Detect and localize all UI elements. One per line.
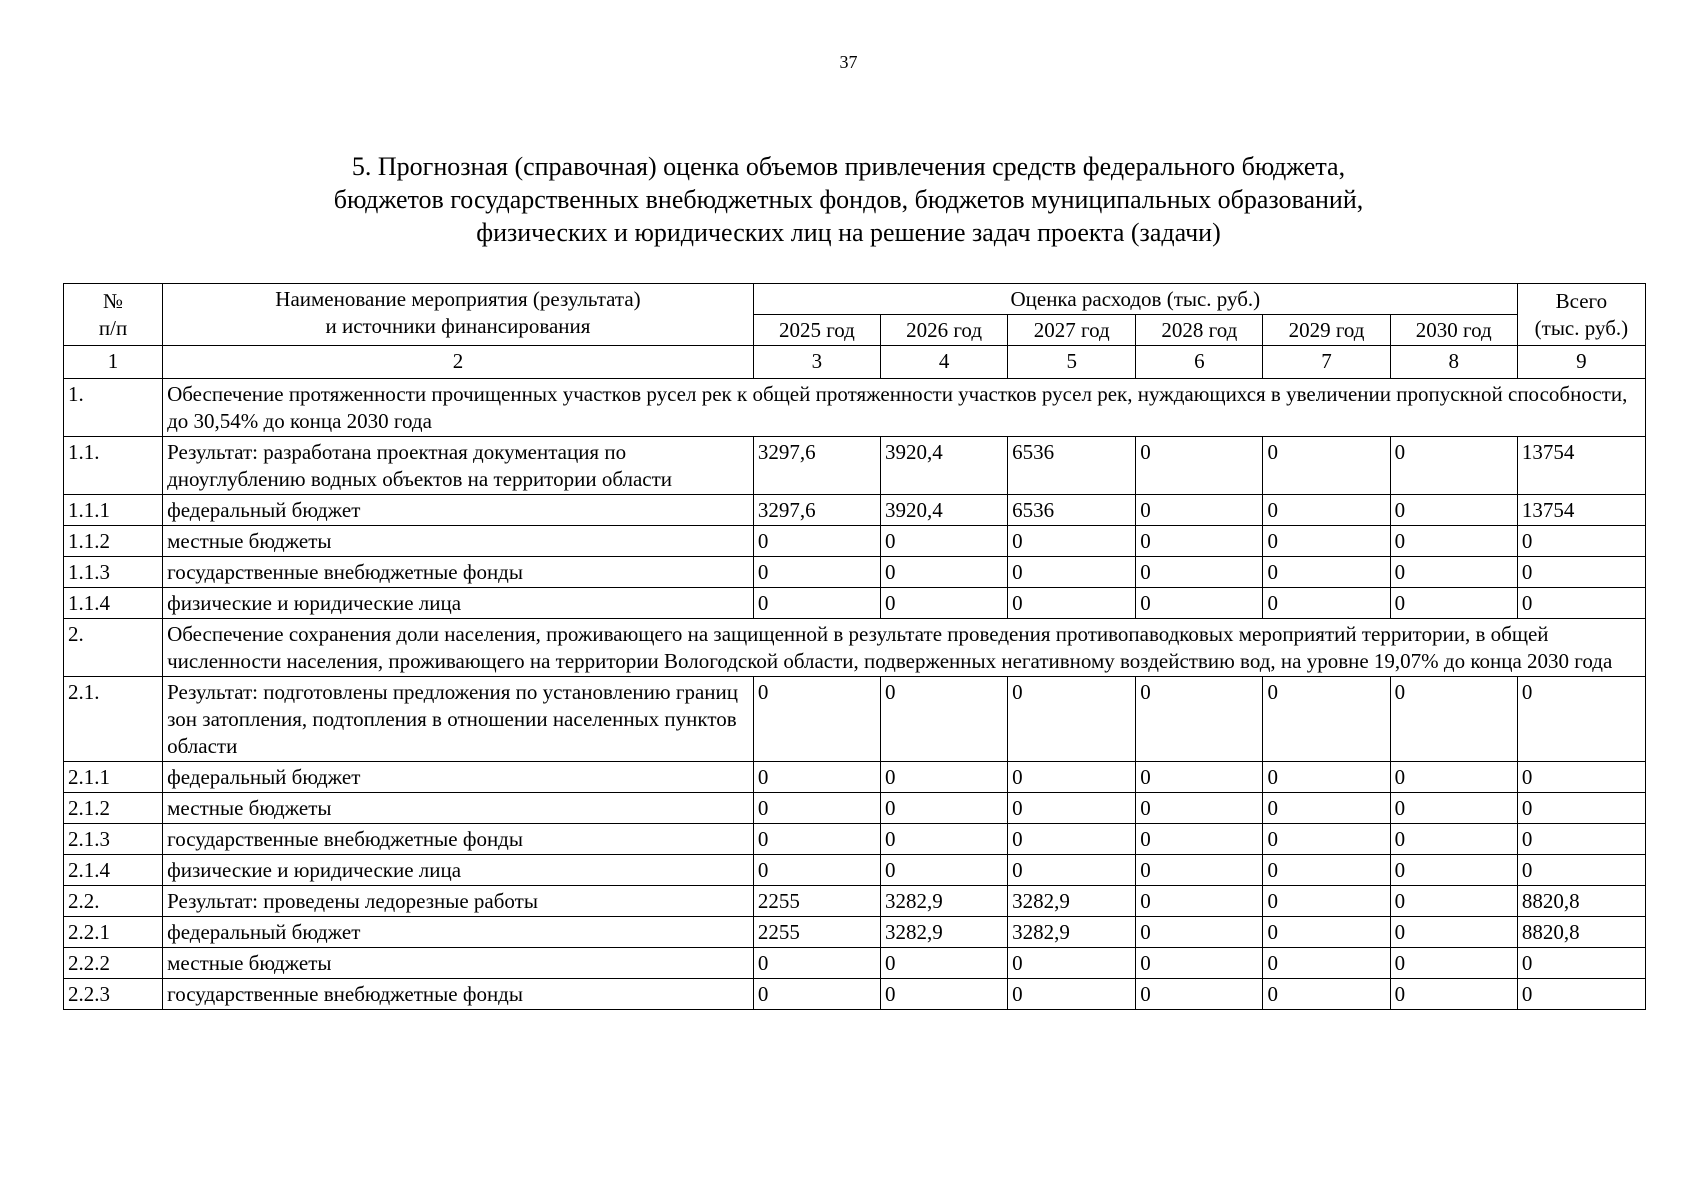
year-value: 0	[753, 793, 880, 824]
row-number: 2.1.2	[64, 793, 163, 824]
total-value: 0	[1517, 677, 1645, 762]
column-number: 2	[163, 346, 754, 379]
year-value: 0	[1390, 557, 1517, 588]
total-value: 13754	[1517, 495, 1645, 526]
year-value: 0	[1390, 526, 1517, 557]
row-number: 1.1.1	[64, 495, 163, 526]
page-number: 37	[839, 52, 858, 72]
row-number: 2.2.3	[64, 979, 163, 1010]
header-year: 2027 год	[1008, 315, 1136, 346]
year-value: 0	[1008, 526, 1136, 557]
row-number: 1.1.3	[64, 557, 163, 588]
section-row	[64, 619, 1646, 677]
total-value: 8820,8	[1517, 886, 1645, 917]
year-value: 0	[1263, 793, 1390, 824]
year-value: 3282,9	[1008, 917, 1136, 948]
row-name: местные бюджеты	[163, 793, 754, 824]
total-value: 13754	[1517, 437, 1645, 495]
year-value: 0	[880, 557, 1007, 588]
header-year: 2026 год	[880, 315, 1007, 346]
column-number: 5	[1008, 346, 1136, 379]
row-name: Результат: проведены ледорезные работы	[163, 886, 754, 917]
row-number: 1.1.4	[64, 588, 163, 619]
header-year: 2025 год	[753, 315, 880, 346]
year-value: 0	[1136, 917, 1263, 948]
year-value: 0	[1136, 762, 1263, 793]
year-value: 0	[1136, 793, 1263, 824]
total-value: 0	[1517, 824, 1645, 855]
year-value: 0	[1263, 948, 1390, 979]
row-name: государственные внебюджетные фонды	[163, 979, 754, 1010]
total-value: 0	[1517, 526, 1645, 557]
table-row	[64, 824, 1646, 855]
year-value: 0	[1136, 948, 1263, 979]
year-value: 3282,9	[880, 886, 1007, 917]
row-name: государственные внебюджетные фонды	[163, 557, 754, 588]
table-row	[64, 526, 1646, 557]
total-value: 0	[1517, 979, 1645, 1010]
year-value: 0	[1263, 557, 1390, 588]
total-value: 0	[1517, 948, 1645, 979]
table-row	[64, 886, 1646, 917]
row-name: физические и юридические лица	[163, 855, 754, 886]
header-number: № п/п	[64, 284, 163, 346]
total-value: 0	[1517, 793, 1645, 824]
year-value: 0	[753, 979, 880, 1010]
year-value: 0	[1136, 824, 1263, 855]
section-row	[64, 379, 1646, 437]
column-number: 7	[1263, 346, 1390, 379]
year-value: 0	[1136, 588, 1263, 619]
row-name: федеральный бюджет	[163, 762, 754, 793]
year-value: 0	[1263, 762, 1390, 793]
year-value: 0	[880, 762, 1007, 793]
row-number: 1.	[64, 379, 163, 437]
column-number: 6	[1136, 346, 1263, 379]
title-line: физических и юридических лиц на решение задач проекта (задачи)	[476, 218, 1221, 247]
year-value: 0	[880, 824, 1007, 855]
column-number: 4	[880, 346, 1007, 379]
year-value: 3920,4	[880, 495, 1007, 526]
year-value: 0	[1136, 495, 1263, 526]
year-value: 0	[1263, 917, 1390, 948]
year-value: 0	[753, 824, 880, 855]
row-number: 2.1.	[64, 677, 163, 762]
table-row	[64, 979, 1646, 1010]
title-line: 5. Прогнозная (справочная) оценка объемов привлечения средств федерального бюджета,	[351, 152, 1346, 181]
year-value: 0	[1136, 855, 1263, 886]
year-value: 0	[1390, 762, 1517, 793]
year-value: 0	[1263, 824, 1390, 855]
year-value: 0	[1390, 495, 1517, 526]
year-value: 6536	[1008, 437, 1136, 495]
year-value: 0	[1008, 793, 1136, 824]
year-value: 0	[1008, 762, 1136, 793]
year-value: 0	[1136, 557, 1263, 588]
row-number: 2.1.4	[64, 855, 163, 886]
table-row	[64, 948, 1646, 979]
year-value: 0	[1390, 855, 1517, 886]
table-row	[64, 762, 1646, 793]
table-body	[64, 379, 1646, 1010]
total-value: 8820,8	[1517, 917, 1645, 948]
year-value: 6536	[1008, 495, 1136, 526]
year-value: 0	[1390, 588, 1517, 619]
year-value: 0	[1390, 979, 1517, 1010]
row-name: местные бюджеты	[163, 526, 754, 557]
row-name: местные бюджеты	[163, 948, 754, 979]
title-line: бюджетов государственных внебюджетных фондов, бюджетов муниципальных образований,	[333, 185, 1364, 214]
table-row	[64, 677, 1646, 762]
row-name: Результат: разработана проектная документация по дноуглублению водных объектов на территории области	[163, 437, 754, 495]
year-value: 0	[1008, 855, 1136, 886]
row-number: 2.1.3	[64, 824, 163, 855]
year-value: 3282,9	[880, 917, 1007, 948]
year-value: 0	[1136, 677, 1263, 762]
row-number: 2.1.1	[64, 762, 163, 793]
year-value: 0	[1136, 437, 1263, 495]
year-value: 0	[1263, 495, 1390, 526]
document-title	[0, 150, 1697, 249]
year-value: 0	[1008, 824, 1136, 855]
year-value: 0	[1390, 437, 1517, 495]
year-value: 0	[1008, 979, 1136, 1010]
year-value: 0	[880, 979, 1007, 1010]
row-number: 2.2.	[64, 886, 163, 917]
year-value: 0	[880, 948, 1007, 979]
year-value: 0	[1390, 824, 1517, 855]
row-number: 2.2.1	[64, 917, 163, 948]
table-row	[64, 495, 1646, 526]
total-value: 0	[1517, 762, 1645, 793]
header-total: Всего (тыс. руб.)	[1517, 284, 1645, 346]
year-value: 0	[880, 526, 1007, 557]
header-name: Наименование мероприятия (результата) и источники финансирования	[163, 284, 754, 346]
year-value: 0	[753, 762, 880, 793]
year-value: 0	[1008, 677, 1136, 762]
row-name: государственные внебюджетные фонды	[163, 824, 754, 855]
year-value: 0	[1136, 526, 1263, 557]
year-value: 0	[1136, 979, 1263, 1010]
table-row	[64, 917, 1646, 948]
year-value: 0	[1390, 948, 1517, 979]
row-name: физические и юридические лица	[163, 588, 754, 619]
year-value: 0	[753, 855, 880, 886]
year-value: 0	[753, 557, 880, 588]
row-number: 1.1.2	[64, 526, 163, 557]
year-value: 0	[1263, 855, 1390, 886]
funding-table	[63, 283, 1646, 1010]
total-value: 0	[1517, 557, 1645, 588]
section-title: Обеспечение протяженности прочищенных участков русел рек к общей протяженности участков русел рек, нуждающихся в увеличении пропускной способности, до 30,54% до конца 2030 года	[163, 379, 1646, 437]
header-year: 2029 год	[1263, 315, 1390, 346]
year-value: 0	[1390, 793, 1517, 824]
year-value: 0	[1390, 677, 1517, 762]
year-value: 0	[880, 677, 1007, 762]
year-value: 0	[1390, 917, 1517, 948]
year-value: 3297,6	[753, 437, 880, 495]
year-value: 0	[1263, 979, 1390, 1010]
total-value: 0	[1517, 855, 1645, 886]
row-number: 1.1.	[64, 437, 163, 495]
year-value: 0	[1263, 886, 1390, 917]
table-row	[64, 437, 1646, 495]
row-name: федеральный бюджет	[163, 917, 754, 948]
column-number: 8	[1390, 346, 1517, 379]
year-value: 0	[1008, 588, 1136, 619]
year-value: 3920,4	[880, 437, 1007, 495]
year-value: 0	[880, 793, 1007, 824]
year-value: 3297,6	[753, 495, 880, 526]
year-value: 0	[753, 948, 880, 979]
table-row	[64, 557, 1646, 588]
column-numbers-row	[64, 346, 1646, 379]
year-value: 0	[753, 588, 880, 619]
table-row	[64, 793, 1646, 824]
row-name: Результат: подготовлены предложения по установлению границ зон затопления, подтопления в отношении населенных пунктов области	[163, 677, 754, 762]
column-number: 3	[753, 346, 880, 379]
year-value: 0	[1008, 557, 1136, 588]
year-value: 0	[1263, 437, 1390, 495]
year-value: 0	[1136, 886, 1263, 917]
table-row	[64, 588, 1646, 619]
year-value: 0	[880, 588, 1007, 619]
year-value: 2255	[753, 917, 880, 948]
year-value: 2255	[753, 886, 880, 917]
year-value: 0	[1263, 588, 1390, 619]
header-year: 2030 год	[1390, 315, 1517, 346]
year-value: 0	[753, 526, 880, 557]
row-number: 2.2.2	[64, 948, 163, 979]
row-number: 2.	[64, 619, 163, 677]
year-value: 3282,9	[1008, 886, 1136, 917]
year-value: 0	[880, 855, 1007, 886]
total-value: 0	[1517, 588, 1645, 619]
section-title: Обеспечение сохранения доли населения, проживающего на защищенной в результате проведения противопаводковых мероприятий территории, в общей численности населения, проживающего на территории Вологодской области, подверженных негативному воздействию вод, на уровне 19,07% до конца 2030 года	[163, 619, 1646, 677]
header-estimate: Оценка расходов (тыс. руб.)	[753, 284, 1517, 315]
year-value: 0	[1008, 948, 1136, 979]
row-name: федеральный бюджет	[163, 495, 754, 526]
column-number: 1	[64, 346, 163, 379]
year-value: 0	[1390, 886, 1517, 917]
year-value: 0	[753, 677, 880, 762]
year-value: 0	[1263, 526, 1390, 557]
year-value: 0	[1263, 677, 1390, 762]
column-number: 9	[1517, 346, 1645, 379]
table-row	[64, 855, 1646, 886]
header-year: 2028 год	[1136, 315, 1263, 346]
